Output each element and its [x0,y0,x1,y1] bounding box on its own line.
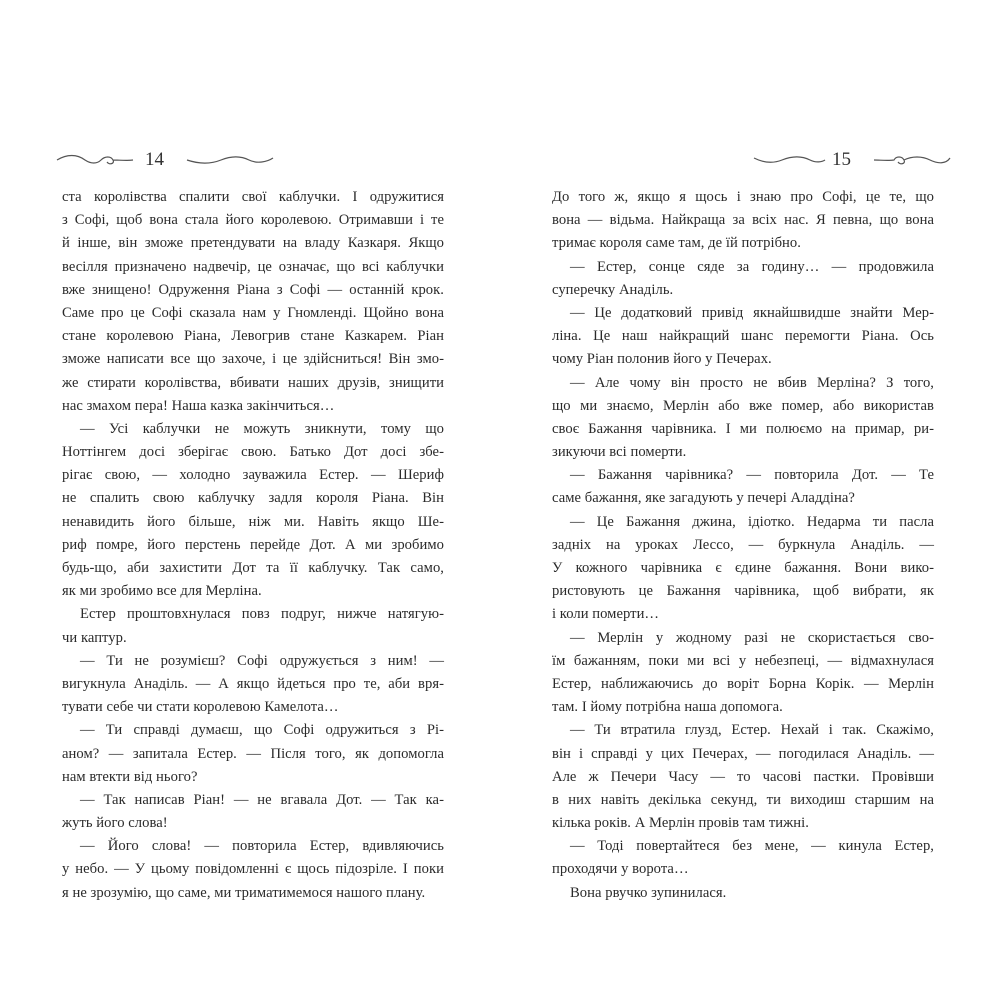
text-line: — Усі каблучки не можуть зникнути, тому що [80,420,444,437]
right-page-body [552,186,934,905]
text-line: нас змахом пера! Наша казка закінчиться… [62,397,335,414]
text-line: — Але чому він просто не вбив Мерліна? З того, [570,374,934,391]
text-line: що ми знаємо, Мерлін або вже помер, або використав [552,397,934,414]
text-line: зможе написати все що захоче, і це здійсниться! Він змо- [62,351,444,368]
text-line: ста королівства спалити свої каблучки. І одружитися [62,189,444,205]
text-line: вже знищено! Одруження Ріана з Софі — останній крок. [62,281,444,298]
text-line: — Так написав Ріан! — не вгавала Дот. — Так ка- [80,791,444,808]
text-line: Вона рвучко зупинилася. [570,884,727,901]
text-line: проходячи у ворота… [552,861,689,878]
text-line: жуть його слова! [62,815,168,832]
text-line: там. І йому потрібна наша допомога. [552,699,783,716]
text-line: суперечку Анаділь. [552,281,674,298]
text-line: будь-що, аби захистити Дот та її каблучку. Так само, [62,560,444,576]
text-line: вона — відьма. Найкраща за всіх нас. Я певна, що вона [552,212,934,229]
scroll-flourish-icon [55,152,135,168]
text-line: задніх на уроках Лессо, — буркнула Анаділь. — [552,536,934,553]
text-line: і коли померти… [552,606,660,623]
text-line: У кожного чарівника є єдине бажання. Вони вико- [552,560,934,576]
text-line: ненавидить його більше, ніж ми. Навіть якщо Ше- [62,513,444,530]
text-line: — Естер, сонце сяде за годину… — продовжила [570,258,934,275]
text-line: як ми зробимо все для Мерліна. [62,583,262,600]
text-line: Але ж Печери Часу — то часові пастки. Провівши [552,768,934,785]
text-line: нам втекти від нього? [62,768,198,785]
text-line: чи каптур. [62,629,127,646]
text-line: ристовують це Бажання чарівника, щоб вибрати, як [552,583,934,600]
text-line: ліна. Це наш найкращий шанс перемогти Ріана. Ось [552,328,934,345]
text-line: — Його слова! — повторила Естер, вдивляючись [80,838,444,855]
text-line: — Бажання чарівника? — повторила Дот. — Те [570,467,934,484]
text-line: тувати себе чи стати королевою Камелота… [62,699,339,716]
text-line: Естер, наближаючись до воріт Борна Корік. — Мерлін [552,675,934,692]
text-line: же стирати королівства, вбивати наших друзів, знищити [62,374,444,391]
text-line: з Софі, щоб вона стала його королевою. Отримавши і те [62,212,444,229]
text-line: своє Бажання чарівника. І ми полюємо на примар, ри- [552,420,934,437]
scroll-flourish-icon [872,152,952,168]
text-line: рігає свою, — холодно зауважила Естер. — Шериф [62,467,444,484]
right-page-header [752,148,952,174]
text-line: — Тоді повертайтеся без мене, — кинула Естер, [570,838,934,855]
text-line: аном? — запитала Естер. — Після того, як допомогла [62,745,444,762]
text-line: Естер проштовхнулася повз подруг, нижче натягую- [80,606,444,623]
text-line: стане королевою Ріана, Левогрив стане Казкарем. Ріан [62,328,444,345]
text-line: чому Ріан полонив його у Печерах. [552,351,772,368]
text-line: не спалить свою каблучку задля короля Ріана. Він [62,490,444,507]
text-line: — Ти втратила глузд, Естер. Нехай і так. Скажімо, [570,722,934,739]
left-page-body [62,186,444,905]
left-page-header [55,148,435,174]
text-line: зикуючи всі померти. [552,444,687,461]
text-line: вигукнула Анаділь. — А якщо йдеться про те, аби вря- [62,675,444,692]
text-line: й інше, він зможе претендувати на владу Казкаря. Якщо [62,235,444,252]
page-number: 14 [145,149,164,170]
page-number: 15 [832,149,851,170]
text-line: Саме про це Софі сказала нам у Гномленді. Щойно вона [62,304,444,321]
text-line: — Мерлін у жодному разі не скористається сво- [570,629,934,646]
text-line: в них навіть декілька секунд, ти виходиш старшим на [552,791,934,808]
text-line: — Ти не розумієш? Софі одружується з ним! — [80,652,444,669]
text-line: — Це Бажання джина, ідіотко. Недарма ти пасла [570,513,934,530]
text-line: я не зрозумію, що саме, ми триматимемося нашого плану. [62,884,426,901]
right-page [500,0,1000,1000]
text-line: тримає короля саме там, де їй потрібно. [552,235,801,252]
scroll-flourish-icon [185,152,275,168]
text-line: — Ти справді думаєш, що Софі одружиться з Рі- [80,722,444,739]
scroll-flourish-icon [752,152,827,168]
text-line: — Це додатковий привід якнайшвидше знайти Мер- [570,304,934,321]
text-line: у небо. — У цьому повідомленні є щось підозріле. І поки [62,861,444,878]
text-line: кілька років. А Мерлін провів там тижні. [552,815,809,832]
text-line: Ноттінгем досі зберігає свою. Батько Дот досі збе- [62,444,444,461]
text-line: він і справді у цих Печерах, — погодилася Анаділь. — [552,745,934,762]
text-line: риф помре, його перстень перейде Дот. А ми зробимо [62,536,444,553]
text-line: весілля призначено надвечір, це означає, що всі каблучки [62,258,444,275]
text-line: саме бажання, яке загадують у печері Аладдіна? [552,490,855,507]
text-line: До того ж, якщо я щось і знаю про Софі, це те, що [552,189,934,205]
text-line: їм бажанням, поки ми всі у небезпеці, — відмахнулася [552,652,934,669]
